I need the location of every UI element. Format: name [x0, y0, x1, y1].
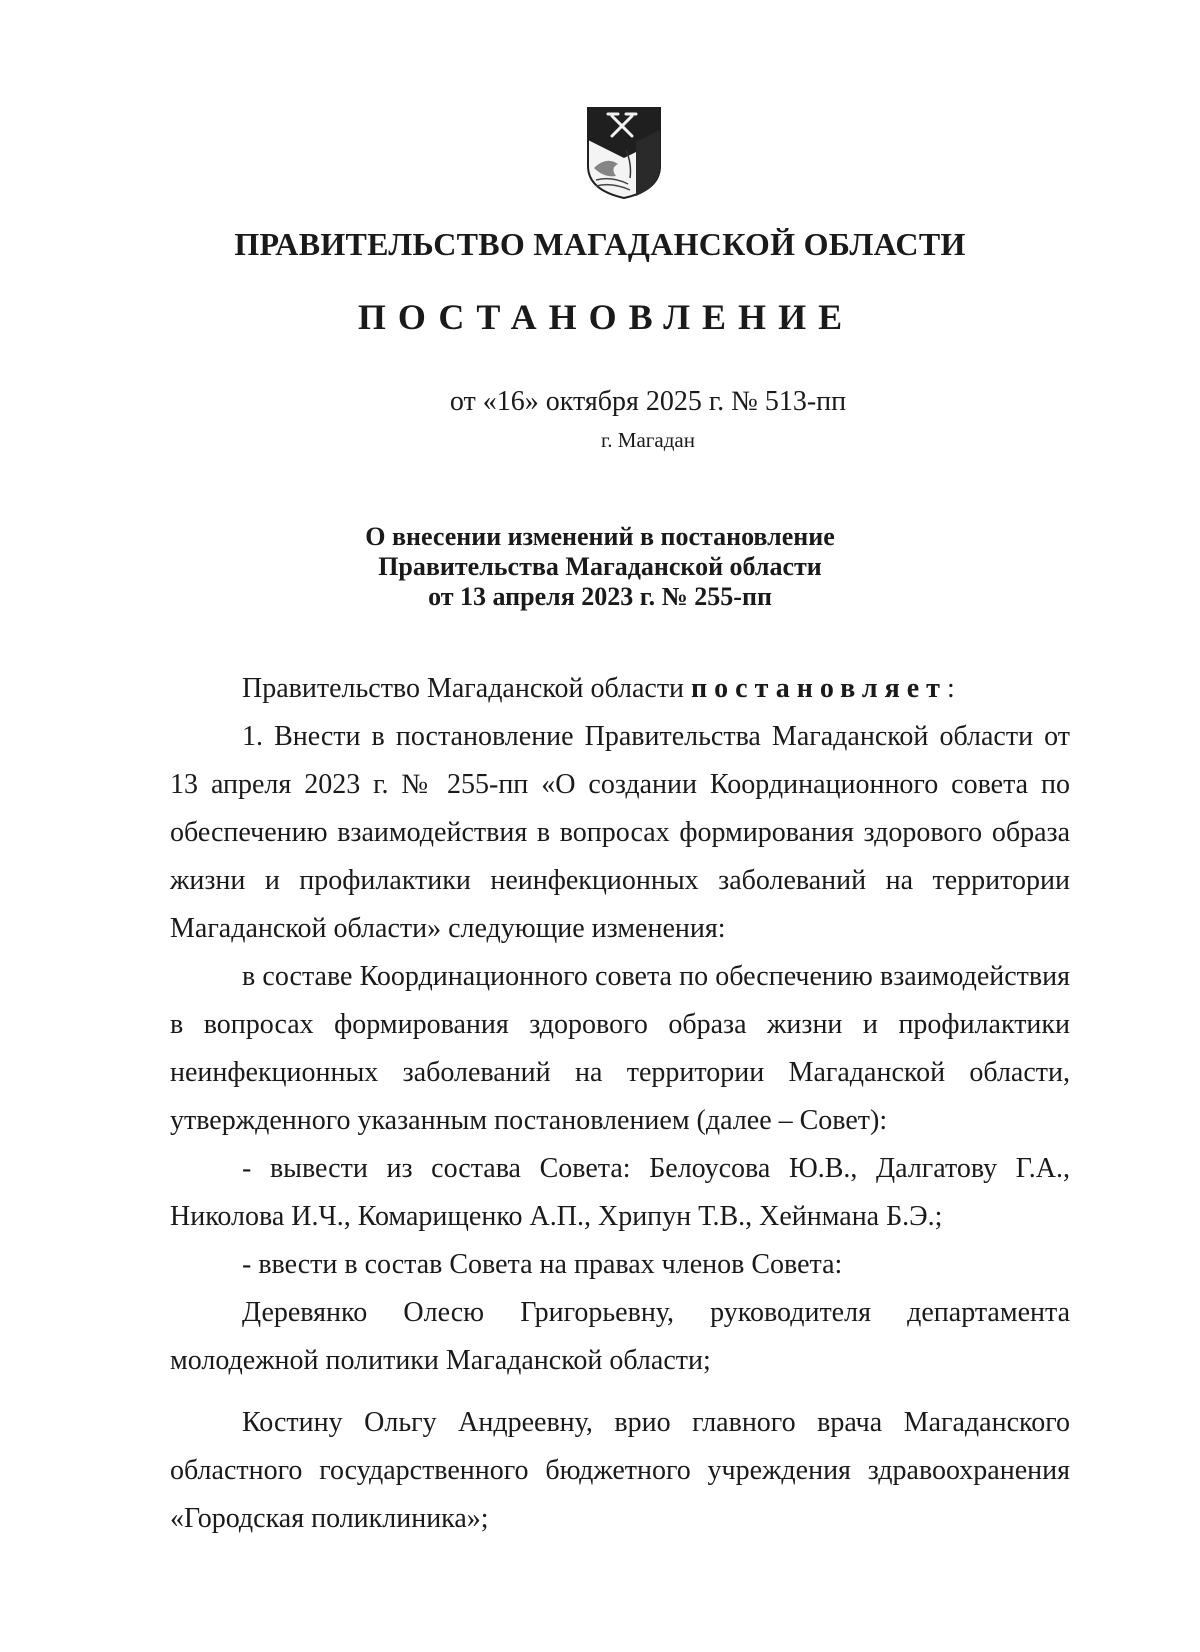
paragraph-gap [170, 1385, 1070, 1399]
document-type-title: ПОСТАНОВЛЕНИЕ [357, 297, 855, 337]
city-line: г. Магадан [601, 428, 695, 452]
subject-line-3: от 13 апреля 2023 г. № 255-пп [428, 582, 772, 611]
coat-of-arms-emblem [586, 106, 662, 200]
document-body [170, 665, 1070, 1543]
preamble-text: Правительство Магаданской области [242, 673, 685, 704]
preamble-keyword: постановляет [691, 673, 947, 704]
member-1-paragraph: Деревянко Олесю Григорьевну, руководителя департамента молодежной политики Магаданской области; [170, 1297, 1070, 1376]
preamble-paragraph [170, 665, 1070, 713]
date-number-line: от «16» октября 2025 г. № 513-пп [449, 386, 847, 417]
preamble-colon: : [946, 673, 955, 704]
subject-line-1: О внесении изменений в постановление [365, 522, 835, 551]
remove-members-paragraph: - вывести из состава Совета: Белоусова Ю.В., Далгатову Г.А., Николова И.Ч., Комарищенко А.П., Хрипун Т.В., Хейнмана Б.Э.; [170, 1153, 1070, 1232]
composition-paragraph: в составе Координационного совета по обеспечению взаимодействия в вопросах формирования здорового образа жизни и профилактики неинфекционных заболеваний на территории Магаданской области, утвержденного указанным постановлением (далее – Совет): [170, 961, 1070, 1136]
item-1-paragraph: 1. Внести в постановление Правительства Магаданской области от 13 апреля 2023 г. № 255-пп «О создании Координационного совета по обеспечению взаимодействия в вопросах формирования здорового образа жизни и профилактики неинфекционных заболеваний на территории Магаданской области» следующие изменения: [170, 721, 1070, 944]
add-members-paragraph: - ввести в состав Совета на правах членов Совета: [242, 1249, 843, 1280]
member-2-paragraph: Костину Ольгу Андреевну, врио главного врача Магаданского областного государственного бюджетного учреждения здравоохранения «Городская поликлиника»; [170, 1407, 1070, 1534]
organization-title: ПРАВИТЕЛЬСТВО МАГАДАНСКОЙ ОБЛАСТИ [234, 226, 966, 262]
subject-line-2: Правительства Магаданской области [378, 552, 822, 581]
document-subject [0, 522, 1200, 612]
